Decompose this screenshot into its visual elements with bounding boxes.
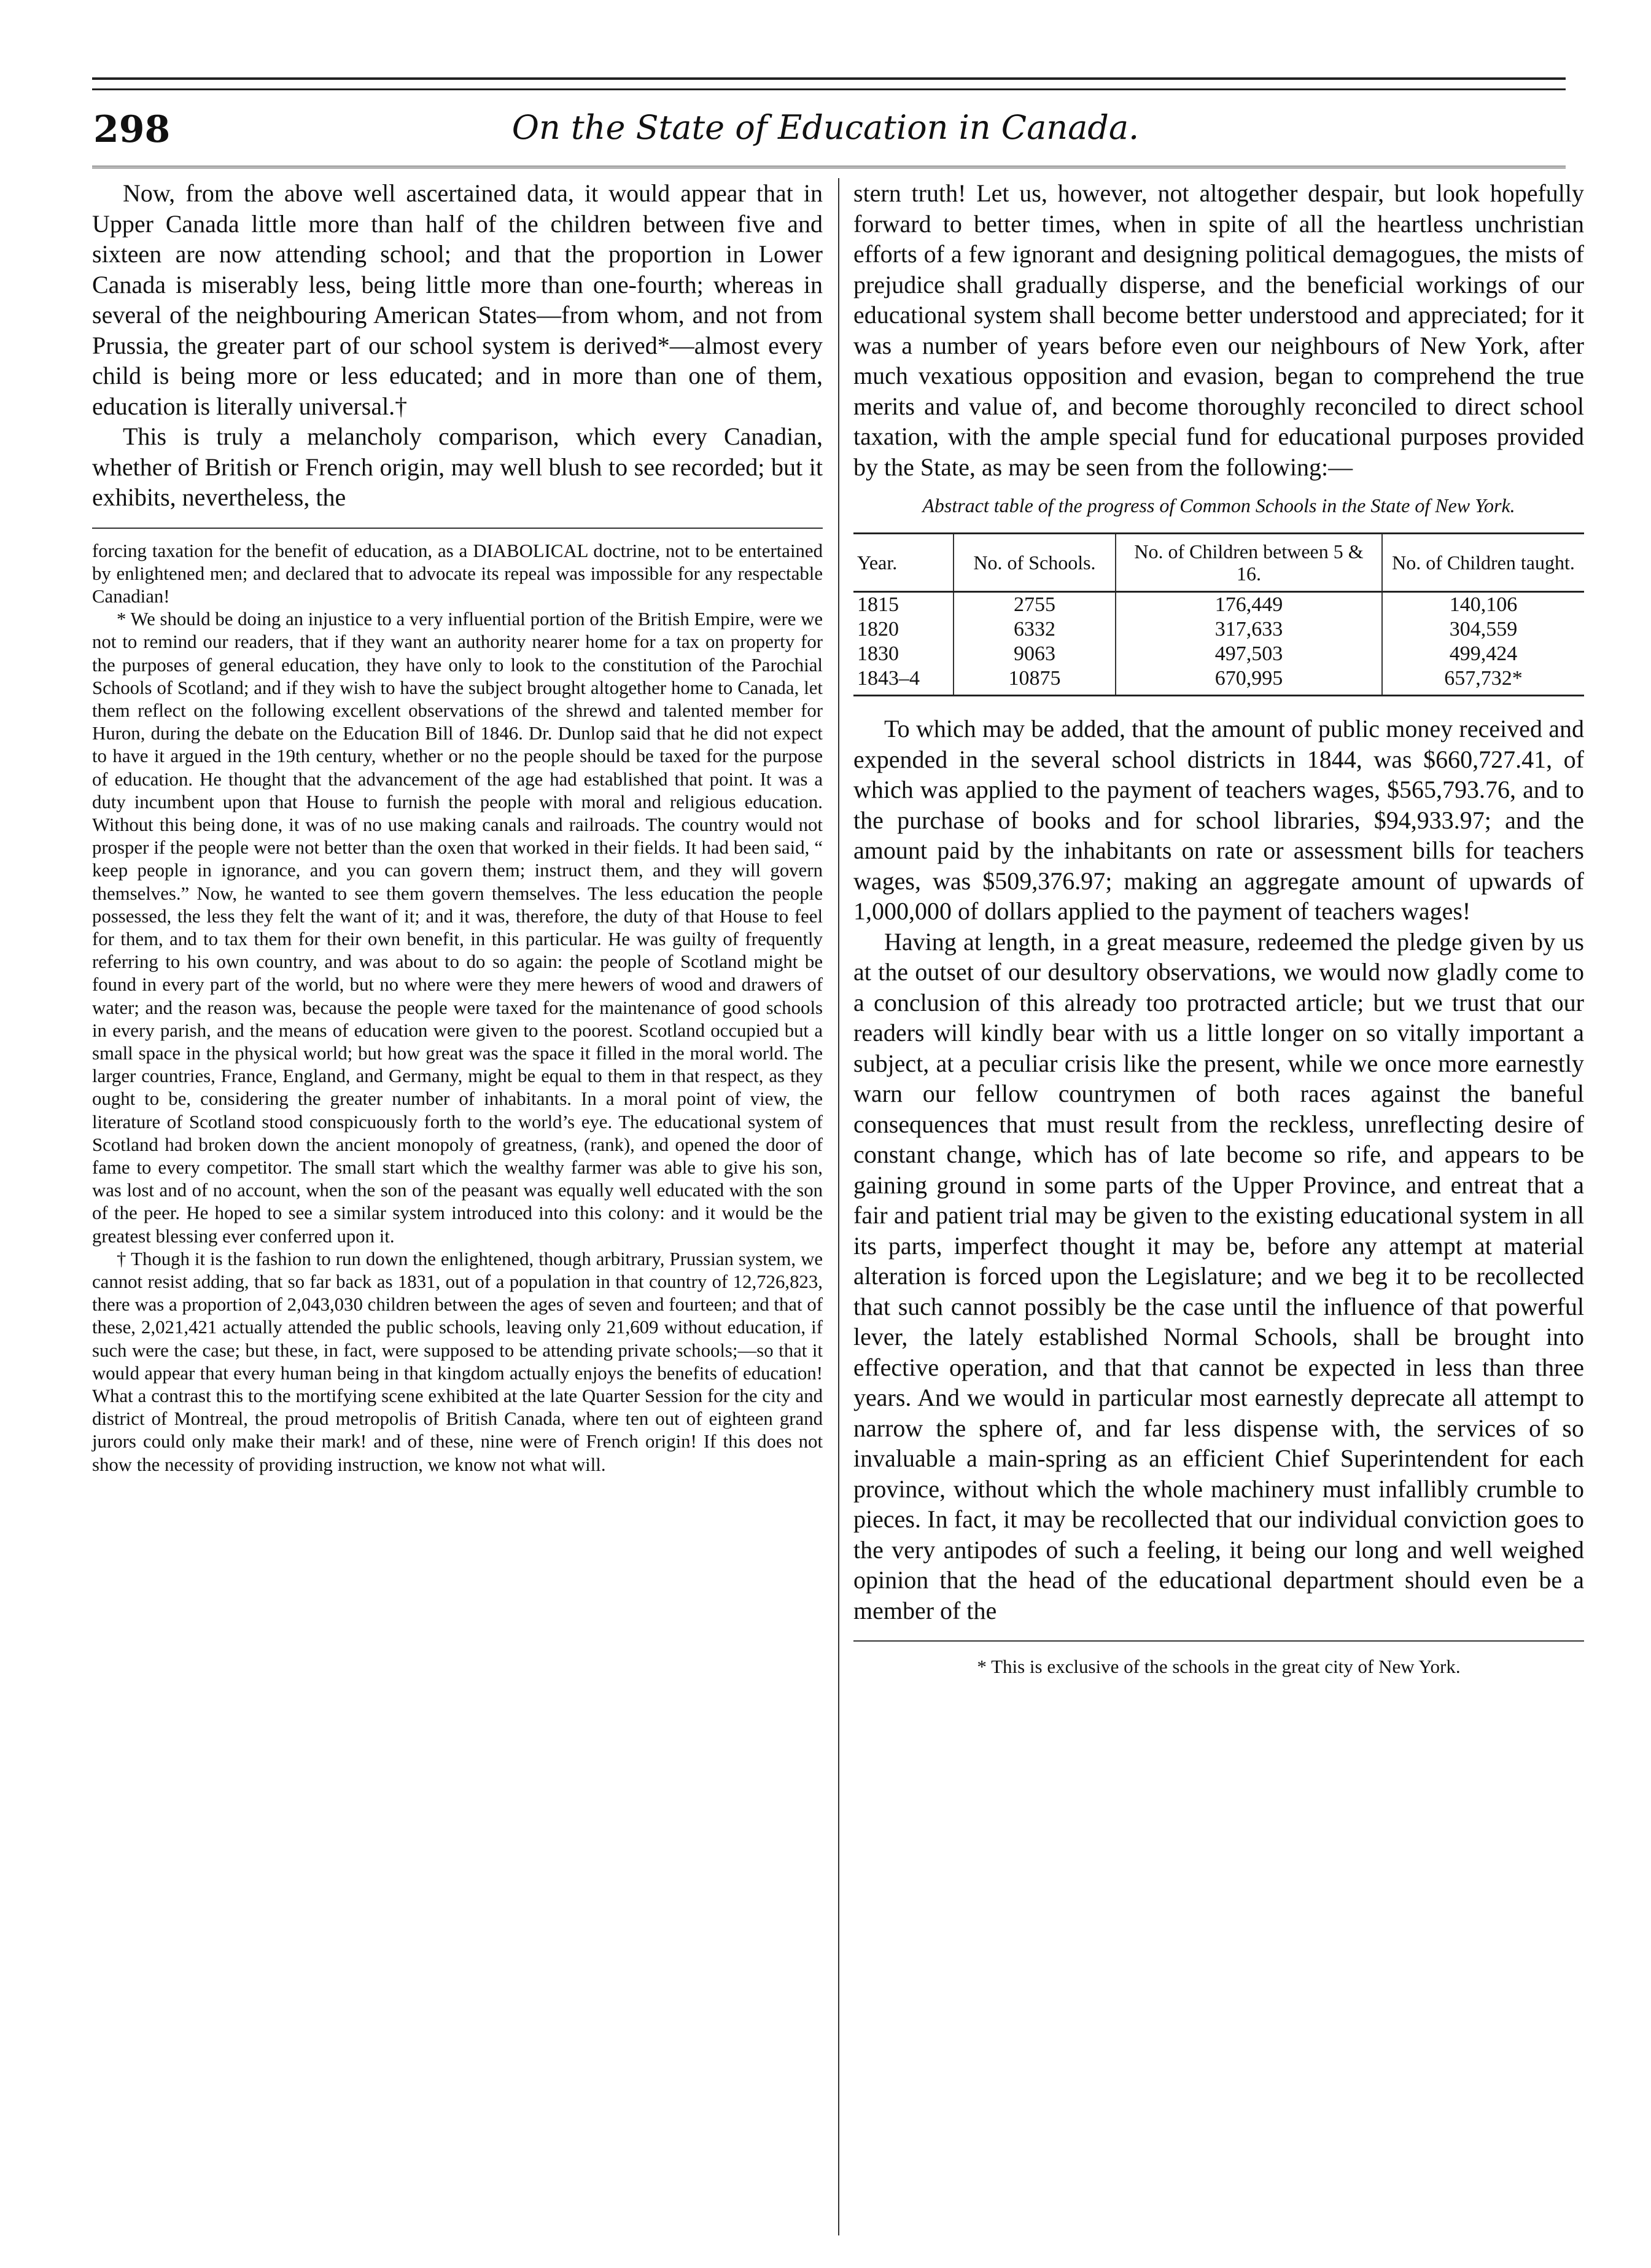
- cell-taught: 304,559: [1382, 617, 1584, 642]
- cell-children: 497,503: [1116, 642, 1382, 666]
- cell-year: 1830: [857, 642, 899, 665]
- column-header-schools: No. of Schools.: [954, 534, 1116, 592]
- table-row: [853, 617, 1584, 642]
- cell-schools: 9063: [954, 642, 1116, 666]
- body-paragraph-continued: stern truth! Let us, however, not altogether despair, but look hopefully forward to better times, when in spite of all the heartless unchristian efforts of a few ignorant and designing political demagogues, the mists of prejudice shall gradually disperse, and the beneficial workings of our educational system shall become better understood and appreciated; for it was a number of years before even our neighbours of New York, after much vexatious opposition and evasion, began to comprehend the true merits and value of, and become thoroughly reconciled to direct school taxation, with the ample special fund for educational purposes provided by the State, as may be seen from the following:—: [853, 179, 1584, 481]
- new-york-schools-table: [853, 532, 1584, 696]
- cell-schools: 10875: [954, 666, 1116, 696]
- column-header-children-taught: No. of Children taught.: [1382, 534, 1584, 592]
- cell-schools: 6332: [954, 617, 1116, 642]
- cell-taught: 499,424: [1382, 642, 1584, 666]
- right-column: [853, 178, 1584, 1678]
- cell-taught: 140,106: [1382, 592, 1584, 618]
- table-row: [853, 666, 1584, 696]
- left-column: [92, 178, 823, 1476]
- footnote-asterisk: * We should be doing an injustice to a very influential portion of the British Empire, were we not to remind our readers, that if they want an authority nearer home for a tax on property for the purposes of general education, they have only to look to the constitution of the Parochial Schools of Scotland; and if they wish to have the subject brought altogether home to Canada, let them reflect on the following excellent observations of the shrewd and talented member for Huron, during the debate on the Education Bill of 1846. Dr. Dunlop said that he did not expect to have it argued in the 19th century, whether or no the people should be taxed for the purpose of education. He thought that the advancement of the age had established that point. It was a duty incumbent upon that House to furnish the people with moral and religious education. Without this being done, it was of no use making canals and railroads. The country would not prosper if the people were not better than the oxen that worked in their fields. It had been said, “ keep people in ignorance, and you can govern them; instruct them, and they will govern themselves.” Now, he wanted to see them govern themselves. The less education the people possessed, the less they felt the want of it; and it was, therefore, the duty of that House to feel for them, and to tax them for their own benefit, in this particular. He was guilty of frequently referring to his own country, and was about to do so again: the people of Scotland might be found in every part of the world, but no where were they mere hewers of wood and drawers of water; and the reason was, because the people were taxed for the maintenance of good schools in every parish, and the means of education were given to the poorest. Scotland occupied but a small space in the physical world; but how great was the space it filled in the moral world. The larger countries, France, England, and Germany, might be equal to them in that respect, as they ought to be, considering the greater number of inhabitants. In a moral point of view, the literature of Scotland stood conspicuously forth to the world’s eye. The educational system of Scotland had broken down the ancient monopoly of greatness, (rank), and opened the door of fame to every competitor. The small start which the wealthy farmer was able to give his son, was lost and of no account, when the son of the peasant was equally well educated with the son of the peer. He hoped to see a similar system introduced into this colony: and it would be the greatest blessing ever conferred upon it.: [92, 609, 823, 1247]
- cell-year: 1820: [857, 618, 899, 641]
- column-header-year: Year.: [853, 534, 954, 592]
- footnote-rule: [853, 1640, 1584, 1642]
- footnote-dagger: † Though it is the fashion to run down the enlightened, though arbitrary, Prussian system, we cannot resist adding, that so far back as 1831, out of a population in that country of 12,726,823, there was a proportion of 2,043,030 children between the ages of seven and fourteen; and that of these, 2,021,421 actually attended the public schools, leaving only 21,609 without education, if such were the case; but these, in fact, were supposed to be attending private schools;—so that it would appear that every human being in that kingdom actually enjoys the benefits of education! What a contrast this to the mortifying scene exhibited at the late Quarter Session for the city and district of Montreal, the proud metropolis of British Canada, where ten out of eighteen grand jurors could only make their mark! and of these, nine were of French origin! If this does not show the necessity of providing instruction, we know not what will.: [92, 1248, 823, 1475]
- cell-schools: 2755: [954, 592, 1116, 618]
- running-title: On the State of Education in Canada.: [511, 108, 1140, 147]
- body-paragraph: Now, from the above well ascertained data, it would appear that in Upper Canada little more than half of the children between five and sixteen are now attending school; and that the proportion in Lower Canada is miserably less, being little more than one-fourth; whereas in several of the neighbouring American States—from whom, and not from Prussia, the greater part of our school system is derived*—almost every child is being more or less educated; and in more than one of them, education is literally universal.†: [92, 179, 823, 420]
- table-footnote: * This is exclusive of the schools in the great city of New York.: [977, 1656, 1461, 1677]
- table-header-row: [853, 534, 1584, 592]
- after-table-text: [853, 714, 1584, 1626]
- body-paragraph: To which may be added, that the amount of public money received and expended in the several school districts in 1844, was $660,727.41, of which was applied to the payment of teachers wages, $565,793.76, and to the purchase of books and for school libraries, $94,933.97; and the amount paid by the inhabitants on rate or assessment bills for teachers wages, was $509,376.97; making an aggregate amount of upwards of 1,000,000 of dollars applied to the payment of teachers wages!: [853, 715, 1584, 925]
- table-row: [853, 642, 1584, 666]
- body-paragraph: Having at length, in a great measure, redeemed the pledge given by us at the outset of our desultory observations, we would now gladly come to a conclusion of this already too protracted article; but we trust that our readers will kindly bear with us a little longer on so vitally important a subject, at a peculiar crisis like the present, while we once more earnestly warn our fellow countrymen of both races against the baneful consequences that must result from the reckless, unreflecting desire of constant change, which has of late become so rife, and appears to be gaining ground in some parts of the Upper Province, and entreat that a fair and patient trial may be given to the existing educational system in all its parts, imperfect thought it may be, before any attempt at material alteration is forced upon the Legislature; and we beg it to be recollected that such cannot possibly be the case until the influence of that powerful lever, the lately established Normal Schools, shall be brought into effective operation, and that that cannot be expected in less than three years. And we would in particular most earnestly deprecate all attempt to narrow the sphere of, and far less dispense with, the services of so invaluable a main-spring as an efficient Chief Superintendent for each province, without which the whole machinery must infallibly crumble to pieces. In fact, it may be recollected that our individual conviction goes to the very antipodes of such a feeling, it being our long and well weighed opinion that the head of the educational department should even be a member of the: [853, 927, 1584, 1624]
- cell-taught: 657,732*: [1382, 666, 1584, 696]
- footnote-rule: [92, 528, 823, 529]
- table-row: [853, 592, 1584, 618]
- footnote-continued: forcing taxation for the benefit of education, as a DIABOLICAL doctrine, not to be entertained by enlightened men; and declared that to advocate its repeal was impossible for any respectable Canadian!: [92, 540, 823, 607]
- column-divider: [838, 178, 839, 2235]
- header-rule: [92, 166, 1566, 168]
- cell-year: 1843–4: [853, 666, 954, 696]
- body-paragraph: This is truly a melancholy comparison, which every Canadian, whether of British or French origin, may well blush to see recorded; but it exhibits, nevertheless, the: [92, 423, 823, 511]
- cell-year: 1815: [857, 593, 899, 616]
- top-border-rule: [92, 77, 1566, 90]
- page-number: 298: [93, 108, 171, 151]
- cell-children: 670,995: [1116, 666, 1382, 696]
- table-caption: Abstract table of the progress of Common Schools in the State of New York.: [922, 494, 1515, 516]
- cell-children: 176,449: [1116, 592, 1382, 618]
- cell-children: 317,633: [1116, 617, 1382, 642]
- column-header-children-5-16: No. of Children between 5 & 16.: [1116, 534, 1382, 592]
